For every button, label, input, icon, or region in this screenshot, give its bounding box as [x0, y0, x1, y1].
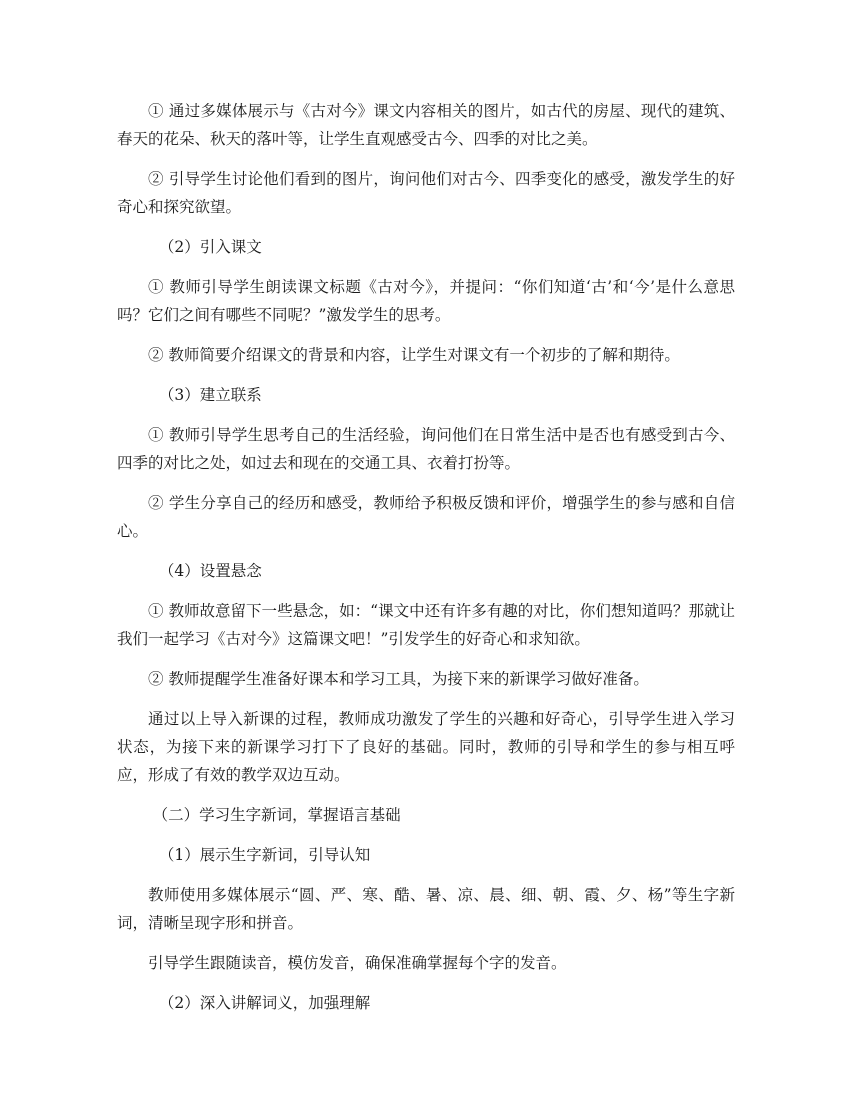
- section-heading: （3）建立联系: [158, 386, 262, 404]
- section-heading: （2）深入讲解词义，加强理解: [158, 994, 371, 1012]
- paragraph: ② 学生分享自己的经历和感受，教师给予积极反馈和评价，增强学生的参与感和自信心。: [117, 494, 735, 540]
- paragraph: ② 引导学生讨论他们看到的图片，询问他们对古今、四季变化的感受，激发学生的好奇心和探究欲望。: [117, 170, 735, 216]
- section-heading: （4）设置悬念: [158, 562, 262, 580]
- paragraph: ① 教师引导学生朗读课文标题《古对今》，并提问：“你们知道‘古’和‘今’是什么意思吗？它们之间有哪些不同呢？”激发学生的思考。: [117, 278, 735, 324]
- chapter-heading: （二）学习生字新词，掌握语言基础: [152, 806, 401, 824]
- paragraph: ② 教师提醒学生准备好课本和学习工具，为接下来的新课学习做好准备。: [148, 670, 649, 688]
- paragraph: 引导学生跟随读音，模仿发音，确保准确掌握每个字的发音。: [148, 954, 567, 972]
- paragraph: ① 教师引导学生思考自己的生活经验，询问他们在日常生活中是否也有感受到古今、四季的对比之处，如过去和现在的交通工具、衣着打扮等。: [117, 426, 735, 472]
- section-heading: （1）展示生字新词，引导认知: [158, 846, 371, 864]
- paragraph: ① 通过多媒体展示与《古对今》课文内容相关的图片，如古代的房屋、现代的建筑、春天的花朵、秋天的落叶等，让学生直观感受古今、四季的对比之美。: [117, 102, 735, 148]
- section-heading: （2）引入课文: [158, 238, 262, 256]
- paragraph: 通过以上导入新课的过程，教师成功激发了学生的兴趣和好奇心，引导学生进入学习状态，为接下来的新课学习打下了良好的基础。同时，教师的引导和学生的参与相互呼应，形成了有效的教学双边互动。: [117, 710, 735, 784]
- paragraph: ① 教师故意留下一些悬念，如：“课文中还有许多有趣的对比，你们想知道吗？那就让我们一起学习《古对今》这篇课文吧！”引发学生的好奇心和求知欲。: [117, 602, 735, 648]
- document-body: [117, 97, 735, 1029]
- paragraph: ② 教师简要介绍课文的背景和内容，让学生对课文有一个初步的了解和期待。: [148, 346, 680, 364]
- paragraph: 教师使用多媒体展示“圆、严、寒、酷、暑、凉、晨、细、朝、霞、夕、杨”等生字新词，清晰呈现字形和拼音。: [117, 886, 735, 932]
